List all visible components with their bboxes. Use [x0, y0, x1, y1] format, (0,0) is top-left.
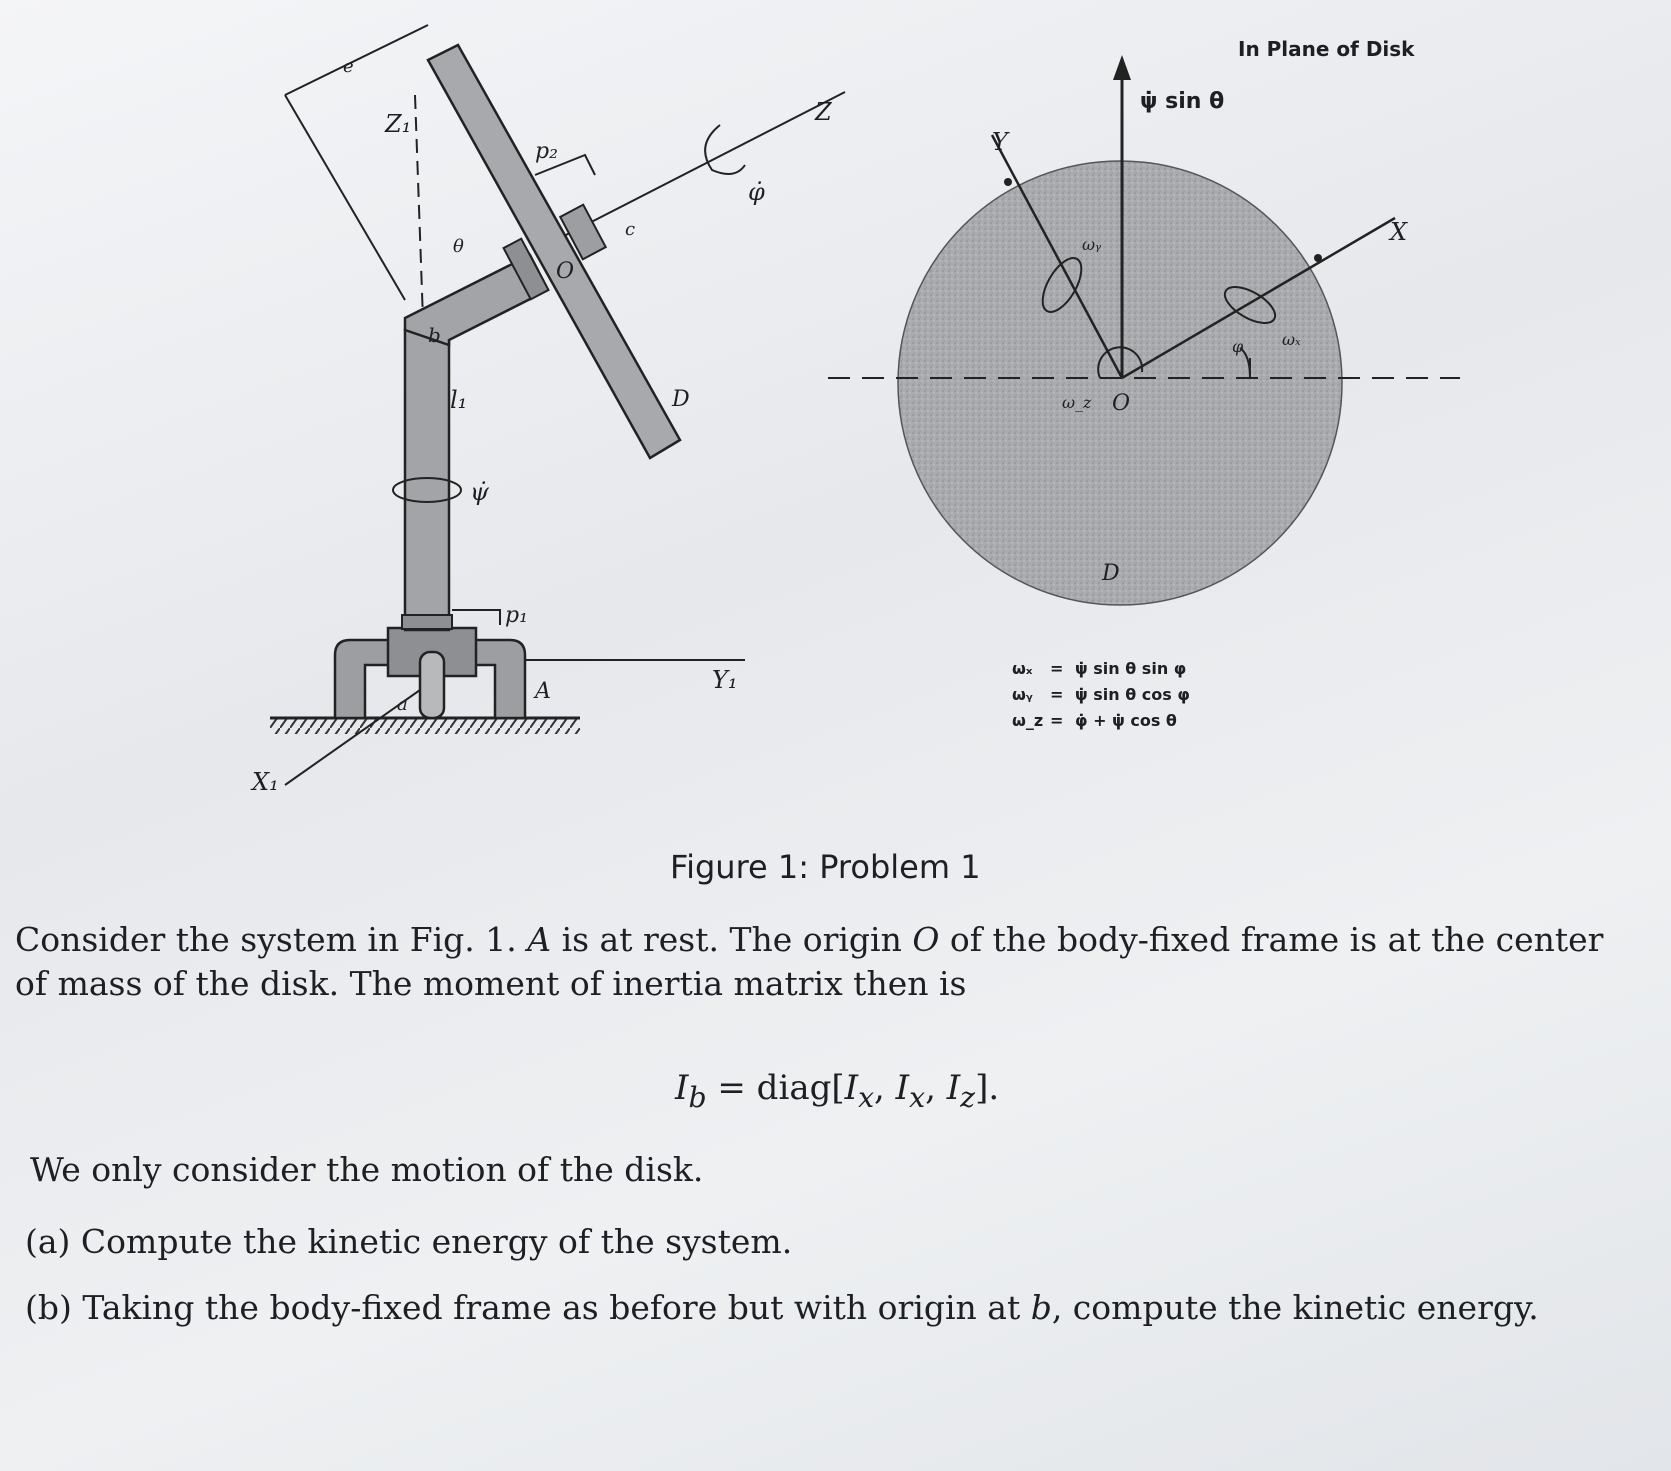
equation-omega-z-eq: = [1050, 711, 1064, 730]
problem-line-2: of mass of the disk. The moment of inertia matrix then is [15, 964, 967, 1003]
eq-mid: = diag[ [706, 1068, 845, 1108]
label-psi-dot: ψ̇ [470, 478, 489, 506]
label-d-right: D [1102, 561, 1120, 586]
eq-s2: x [909, 1080, 926, 1114]
disk-face [898, 161, 1342, 605]
equation-omega-y-lhs: ωᵧ [1012, 685, 1033, 704]
text-run: is at rest. The origin [551, 920, 913, 959]
inertia-equation [675, 1068, 999, 1114]
label-z1: Z₁ [385, 110, 412, 138]
part-b-marker: (b) [25, 1288, 72, 1327]
eq-lhs: I [675, 1068, 689, 1108]
eq-i3: I [946, 1068, 961, 1108]
figure-caption: Figure 1: Problem 1 [670, 848, 981, 886]
equation-omega-x-eq: = [1050, 659, 1064, 678]
part-a-marker: (a) [25, 1222, 71, 1261]
label-y1: Y₁ [712, 666, 738, 694]
equation-omega-x-rhs: ψ̇ sin θ sin φ [1075, 659, 1187, 678]
var-a: A [527, 920, 552, 959]
equation-omega-z-rhs: φ̇ + ψ̇ cos θ [1075, 711, 1177, 730]
z-axis [560, 92, 845, 238]
eq-comma: , [874, 1068, 896, 1108]
label-omega-z: ω_z [1062, 393, 1092, 412]
label-e: e [343, 56, 354, 77]
eq-s3: z [960, 1080, 976, 1114]
z1-axis [415, 95, 423, 320]
label-o: O [556, 259, 575, 284]
motion-statement: We only consider the motion of the disk. [30, 1150, 704, 1189]
omega-equations [1012, 659, 1190, 730]
label-b: b [428, 323, 441, 347]
label-p1: p₁ [505, 603, 528, 628]
label-y: Y [992, 128, 1008, 156]
label-z: Z [815, 98, 832, 126]
eq-comma: , [925, 1068, 947, 1108]
dimension-e [285, 25, 428, 95]
part-b-text-end: , compute the kinetic energy. [1051, 1288, 1539, 1327]
label-d: D [672, 387, 690, 412]
label-o-right: O [1112, 391, 1131, 416]
part-a [25, 1222, 792, 1261]
label-x: X [1390, 218, 1408, 246]
part-a-text: Compute the kinetic energy of the system. [70, 1222, 793, 1261]
label-omega-y: ωᵧ [1082, 235, 1102, 254]
label-omega-x: ωₓ [1282, 330, 1301, 349]
equation-omega-x-lhs: ωₓ [1012, 659, 1033, 678]
label-phi: φ [1232, 337, 1244, 356]
phi-rotation-arrow [705, 125, 745, 174]
label-c: c [625, 219, 636, 240]
label-theta: θ [453, 236, 464, 257]
problem-statement [15, 918, 1665, 1006]
label-l1: l₁ [450, 386, 468, 414]
label-x1: X₁ [252, 768, 279, 796]
ground-hatch [270, 718, 580, 734]
eq-i2: I [895, 1068, 910, 1108]
var-b: b [1030, 1288, 1052, 1327]
label-a-cap: A [535, 679, 551, 704]
eq-lhs-sub: b [688, 1080, 707, 1114]
text-run: Consider the system in Fig. 1. [15, 920, 528, 959]
eq-i1: I [844, 1068, 859, 1108]
part-b [25, 1288, 1539, 1327]
label-a: a [397, 694, 408, 715]
equation-omega-y-eq: = [1050, 685, 1064, 704]
var-o: O [912, 920, 940, 959]
text-run: of the body-fixed frame is at the center [939, 920, 1604, 959]
label-psi-sin: ψ̇ sin θ [1140, 89, 1225, 114]
problem-line-1 [15, 918, 1665, 962]
part-b-text: Taking the body-fixed frame as before but with origin at [71, 1288, 1031, 1327]
base-fork [335, 640, 395, 718]
label-phi-dot: φ̇ [748, 178, 765, 206]
label-p2: p₂ [535, 139, 558, 164]
equation-omega-z-lhs: ω_z [1012, 711, 1044, 730]
disk-plane-drawing [828, 37, 1460, 730]
equation-omega-y-rhs: ψ̇ sin θ cos φ [1075, 685, 1190, 704]
mechanism-drawing [250, 25, 845, 796]
label-plane-title: In Plane of Disk [1238, 37, 1415, 61]
eq-s1: x [858, 1080, 875, 1114]
eq-end: ]. [975, 1068, 1000, 1108]
